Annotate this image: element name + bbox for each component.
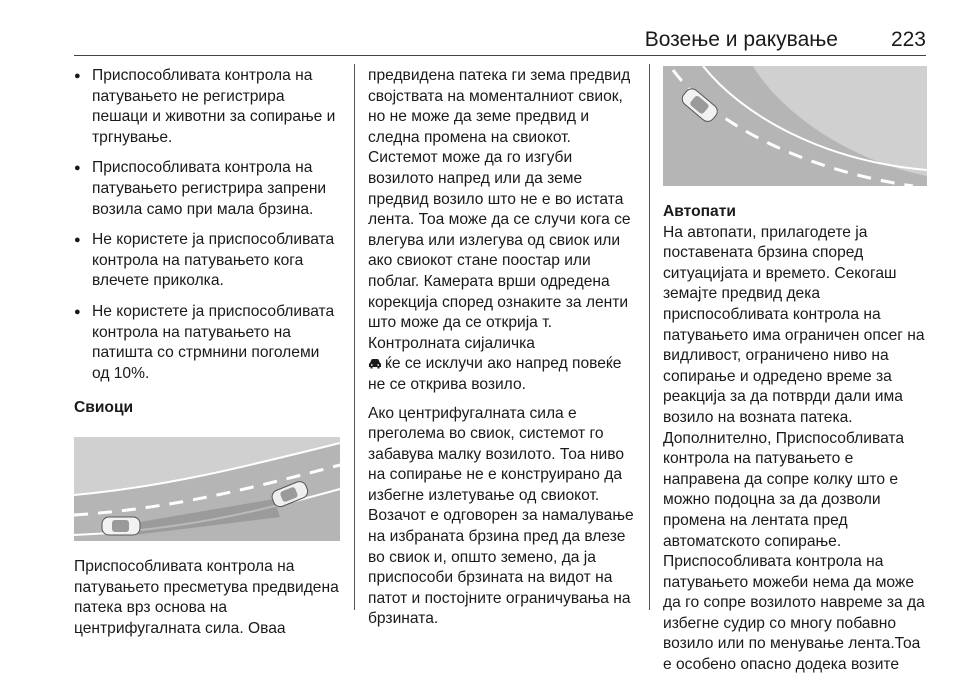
paragraph-text: ќе се исклучи ако напред повеќе не се открива возило.	[368, 355, 622, 393]
chapter-title: Возење и ракување	[644, 28, 838, 51]
column-divider-2	[649, 64, 650, 610]
highways-paragraph: На автопати, прилагодете ја поставената брзина според ситуацијата и времето. Секогаш земајте предвид дека приспособливата контрола на патувањето има ограничен опсег на видливост, ограничено ниво на сопирање и одредено време за реакција за да потврди дали има возило на возната патека. Дополнително, Приспособливата контрола на патувањето е направена да сопре колку што е можно подоцна за да дозволи промена на лентата пред автоматското сопирање. Приспособливата контрола на патувањето можеби нема да може да го сопре возилото навреме за да избегне судир со многу побавно возило или по менување лента.Тоа е особено опасно додека возите	[663, 223, 925, 674]
highway-road-graphic	[663, 66, 927, 186]
list-item: ● Приспособливата контрола на патувањето регистрира запрени возила само при мала брзина.	[74, 158, 340, 220]
highway-illustration	[663, 66, 927, 186]
list-item: ● Не користете ја приспособливата контрола на патувањето кога влечете приколка.	[74, 230, 340, 292]
curves-paragraph: Приспособливата контрола на патувањето пресметува предвидена патека врз основа на центрифугалната сила. Оваа	[74, 557, 339, 637]
curve-road-graphic	[74, 437, 340, 541]
list-item: ● Не користете ја приспособливата контрола на патувањето на патишта со стрмнини поголеми од 10%.	[74, 302, 340, 384]
page-header	[74, 22, 926, 56]
car-front-icon	[368, 358, 382, 369]
column-2	[368, 66, 636, 638]
curves-paragraph-continued	[368, 66, 636, 396]
curve-illustration	[74, 437, 340, 541]
bullet-list	[74, 66, 340, 384]
list-item: ● Приспособливата контрола на патувањето не регистрира пешаци и животни за сопирање и тргнување.	[74, 66, 340, 148]
own-car	[102, 517, 140, 535]
section-heading-curves: Свиоци	[74, 399, 134, 417]
column-1	[74, 66, 340, 647]
centrifugal-paragraph: Ако центрифугалната сила е преголема во свиок, системот го забавува малку возилото. Тоа ниво на сопирање не е конструирано да избегне излетување од свиокот. Возачот е одговорен за намалување на избраната брзина пред да влезе во свиок и, општо земено, да ја приспособи брзината на видот на патот и постојните ограничувања на брзината.	[368, 404, 634, 628]
header-rule	[74, 55, 926, 56]
paragraph-text: предвидена патека ги зема предвид својствата на моменталниот свиок, но не може да земе предвид и следна промена на свиокот. Системот може да го изгуби возилото напред или да земе предвид возило што не е во истата лента. Тоа може да се случи кога се влегува или излегува од свиок или ако свиокот стане поостар или поблаг. Камерата врши одредена корекција според ознаките за ленти што може да се открија т. Контролната сијаличка	[368, 67, 631, 352]
column-3	[663, 66, 927, 684]
page-number: 223	[890, 28, 926, 51]
section-heading-highways: Автопати	[663, 203, 736, 220]
column-divider-1	[354, 64, 355, 610]
